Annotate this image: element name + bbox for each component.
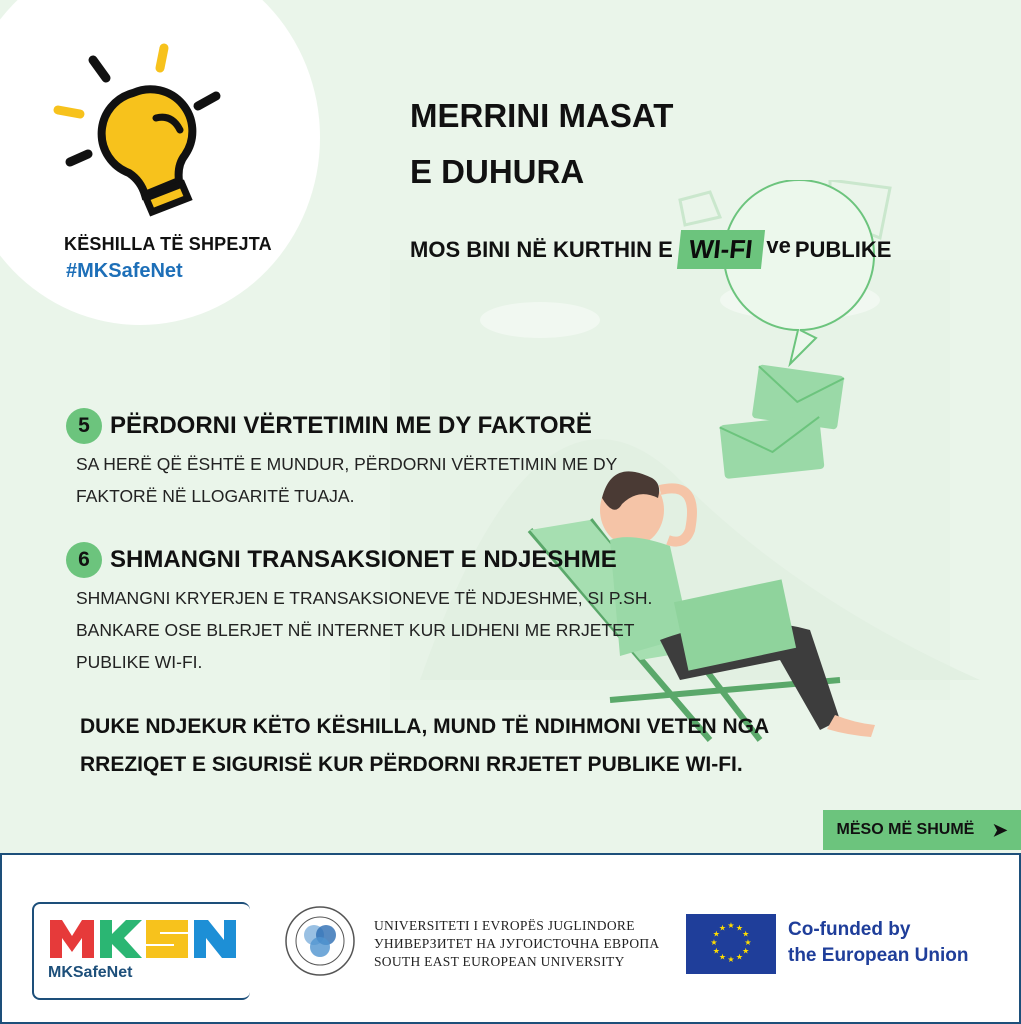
mksn-letters-logo xyxy=(48,916,238,960)
learn-more-label: MËSO MË SHUMË xyxy=(836,821,975,838)
svg-text:★: ★ xyxy=(727,955,735,964)
seeu-name-line-2: УНИВЕРЗИТЕТ НА ЈУГОИСТОЧНА ЕВРОПА xyxy=(374,936,660,951)
svg-text:★: ★ xyxy=(710,938,718,947)
tip-5 xyxy=(66,408,706,512)
svg-text:★: ★ xyxy=(727,921,735,930)
subheading-after: PUBLIKE xyxy=(794,236,892,262)
tip-description-line: FAKTORË NË LLOGARITË TUAJA. xyxy=(76,486,355,506)
tip-number-badge: 5 xyxy=(66,408,102,444)
seeu-name xyxy=(374,917,659,971)
arrow-right-icon: ➤ xyxy=(992,819,1008,840)
svg-text:★: ★ xyxy=(744,938,752,947)
subheading xyxy=(410,230,891,269)
svg-text:★: ★ xyxy=(712,946,720,956)
mksafenet-name: MKSafeNet xyxy=(48,964,133,981)
mksafenet-logo[interactable] xyxy=(32,902,250,1000)
tip-title: PËRDORNI VËRTETIMIN ME DY FAKTORË xyxy=(110,412,592,439)
tip-description-line: SHMANGNI KRYERJEN E TRANSAKSIONEVE TË NDJESHME, SI P.SH. xyxy=(76,588,653,608)
svg-text:★: ★ xyxy=(742,929,750,939)
wifi-suffix: ve xyxy=(766,232,791,258)
page-title-line-2: E DUHURA xyxy=(410,153,585,190)
tip-description-line: BANKARE OSE BLERJET NË INTERNET KUR LIDHENI ME RRJETET xyxy=(76,620,635,640)
footer xyxy=(0,853,1021,1024)
svg-text:★: ★ xyxy=(735,952,744,962)
svg-text:★: ★ xyxy=(718,923,727,933)
tip-description xyxy=(76,448,706,512)
seeu-name-line-1: UNIVERSITETI I EVROPËS JUGLINDORE xyxy=(374,918,635,933)
page-title-line-1: MERRINI MASAT xyxy=(410,97,674,134)
subheading-before: MOS BINI NË KURTHIN E xyxy=(410,236,673,262)
conclusion-line-2: RREZIQET E SIGURISË KUR PËRDORNI RRJETET PUBLIKE WI-FI. xyxy=(80,753,743,776)
tip-number-badge: 6 xyxy=(66,542,102,578)
svg-text:★: ★ xyxy=(735,923,744,933)
conclusion-line-1: DUKE NDJEKUR KËTO KËSHILLA, MUND TË NDIHMONI VETEN NGA xyxy=(80,715,770,738)
tip-description xyxy=(76,582,706,678)
page-title xyxy=(410,88,830,200)
svg-text:★: ★ xyxy=(742,946,750,956)
conclusion-text xyxy=(80,708,769,784)
tip-title: SHMANGNI TRANSAKSIONET E NDJESHME xyxy=(110,546,617,573)
lightbulb-icon xyxy=(48,38,228,228)
wifi-highlight: WI-FI xyxy=(677,230,765,269)
badge-title: KËSHILLA TË SHPEJTA xyxy=(64,234,272,254)
learn-more-button[interactable] xyxy=(823,810,1021,850)
svg-text:★: ★ xyxy=(718,952,727,962)
tip-description-line: SA HERË QË ËSHTË E MUNDUR, PËRDORNI VËRTETIMIN ME DY xyxy=(76,454,618,474)
tip-6 xyxy=(66,542,706,678)
eu-text-line-1: Co-funded by xyxy=(788,919,911,940)
seeu-name-line-3: SOUTH EAST EUROPEAN UNIVERSITY xyxy=(374,954,625,969)
eu-flag-icon xyxy=(686,914,776,974)
eu-cofunded-text xyxy=(788,917,969,969)
eu-text-line-2: the European Union xyxy=(788,945,969,966)
badge-hashtag: #MKSafeNet xyxy=(66,260,183,282)
seeu-seal-logo xyxy=(284,905,356,977)
svg-text:★: ★ xyxy=(712,929,720,939)
tip-description-line: PUBLIKE WI-FI. xyxy=(76,652,203,672)
